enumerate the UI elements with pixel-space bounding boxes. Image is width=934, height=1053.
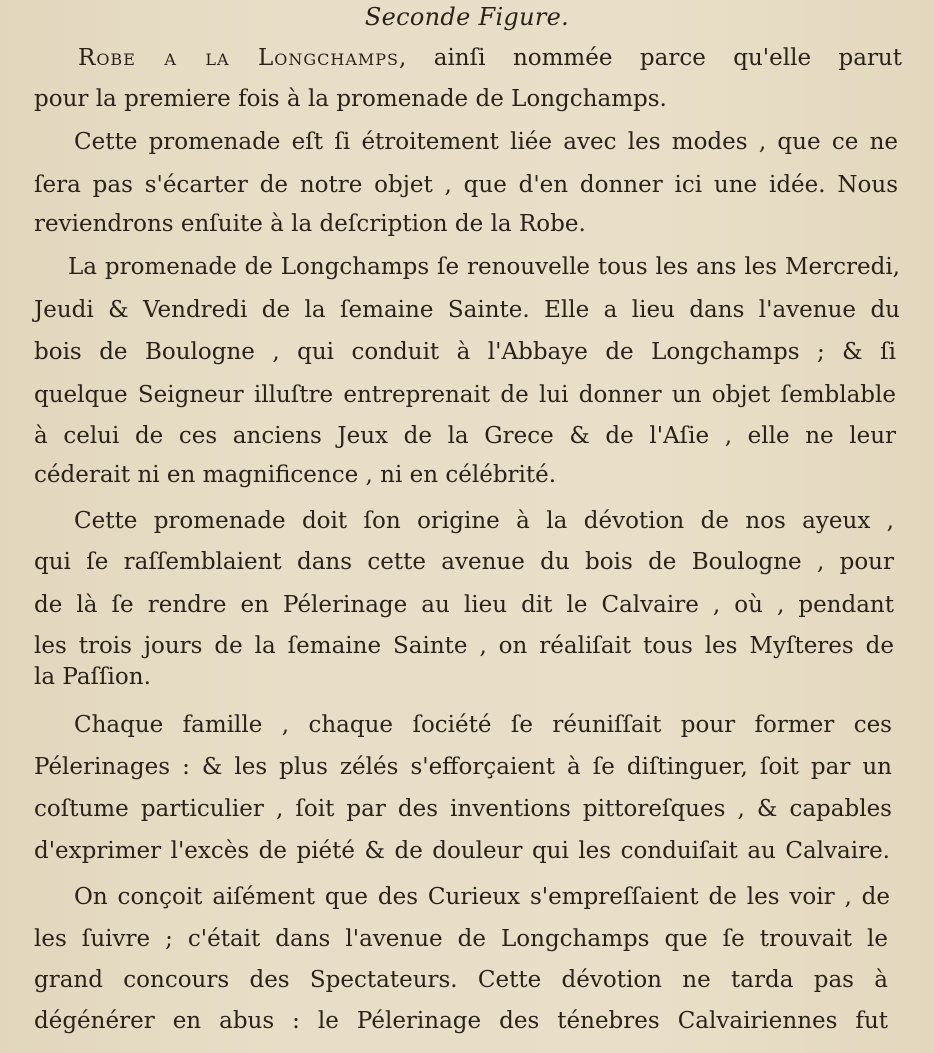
paragraph-line: quelque Seigneur illuſtre entreprenait de lui donner un objet ſemblable	[34, 382, 896, 408]
paragraph-line: La promenade de Longchamps ſe renouvelle tous les ans les Mercredi,	[68, 254, 900, 280]
paragraph-line-1	[78, 43, 902, 73]
paragraph-line: grand concours des Spectateurs. Cette dévotion ne tarda pas à	[34, 967, 888, 993]
paragraph-line: On conçoit aiſément que des Curieux s'empreſſaient de les voir , de	[74, 884, 890, 910]
paragraph-line: reviendrons enſuite à la deſcription de la Robe.	[34, 211, 586, 237]
lead-small-caps: Robe a la Longchamps	[78, 45, 399, 71]
paragraph-line: bois de Boulogne , qui conduit à l'Abbaye de Longchamps ; & ſi	[34, 339, 896, 365]
paragraph-line: les ſuivre ; c'était dans l'avenue de Longchamps que ſe trouvait le	[34, 926, 888, 952]
paragraph-line: Pélerinages : & les plus zélés s'efforçaient à ſe diſtinguer, ſoit par un	[34, 754, 892, 780]
paragraph-line: céderait ni en magnificence , ni en célébrité.	[34, 462, 557, 488]
paragraph-line: à celui de ces anciens Jeux de la Grece & de l'Aſie , elle ne leur	[34, 423, 896, 449]
paragraph-line: Chaque famille , chaque ſociété ſe réuniſſait pour former ces	[74, 712, 892, 738]
figure-title: Seconde Figure.	[364, 3, 570, 31]
paragraph-line: ſera pas s'écarter de notre objet , que d'en donner ici une idée. Nous	[34, 172, 898, 198]
paragraph-line: de là ſe rendre en Pélerinage au lieu dit le Calvaire , où , pendant	[34, 592, 894, 618]
paragraph-line: pour la premiere fois à la promenade de Longchamps.	[34, 86, 667, 112]
paragraph-line: la Paſſion.	[34, 664, 151, 690]
paragraph-line: coſtume particulier , ſoit par des inventions pittoreſques , & capables	[34, 796, 892, 822]
paragraph-line: les trois jours de la ſemaine Sainte , on réaliſait tous les Myſteres de	[34, 633, 894, 659]
paragraph-line: dégénérer en abus : le Pélerinage des ténebres Calvairiennes fut	[34, 1008, 888, 1034]
paragraph-line: Cette promenade doit ſon origine à la dévotion de nos ayeux ,	[74, 508, 894, 534]
paragraph-line: Cette promenade eſt ſi étroitement liée avec les modes , que ce ne	[74, 129, 898, 155]
first-line-rest: , ainſi nommée parce qu'elle parut	[398, 45, 902, 71]
paragraph-line: qui ſe raſſemblaient dans cette avenue du bois de Boulogne , pour	[34, 549, 894, 575]
paragraph-line: d'exprimer l'excès de piété & de douleur qui les conduiſait au Calvaire.	[34, 838, 890, 864]
paragraph-line: Jeudi & Vendredi de la ſemaine Sainte. Elle a lieu dans l'avenue du	[34, 297, 900, 323]
